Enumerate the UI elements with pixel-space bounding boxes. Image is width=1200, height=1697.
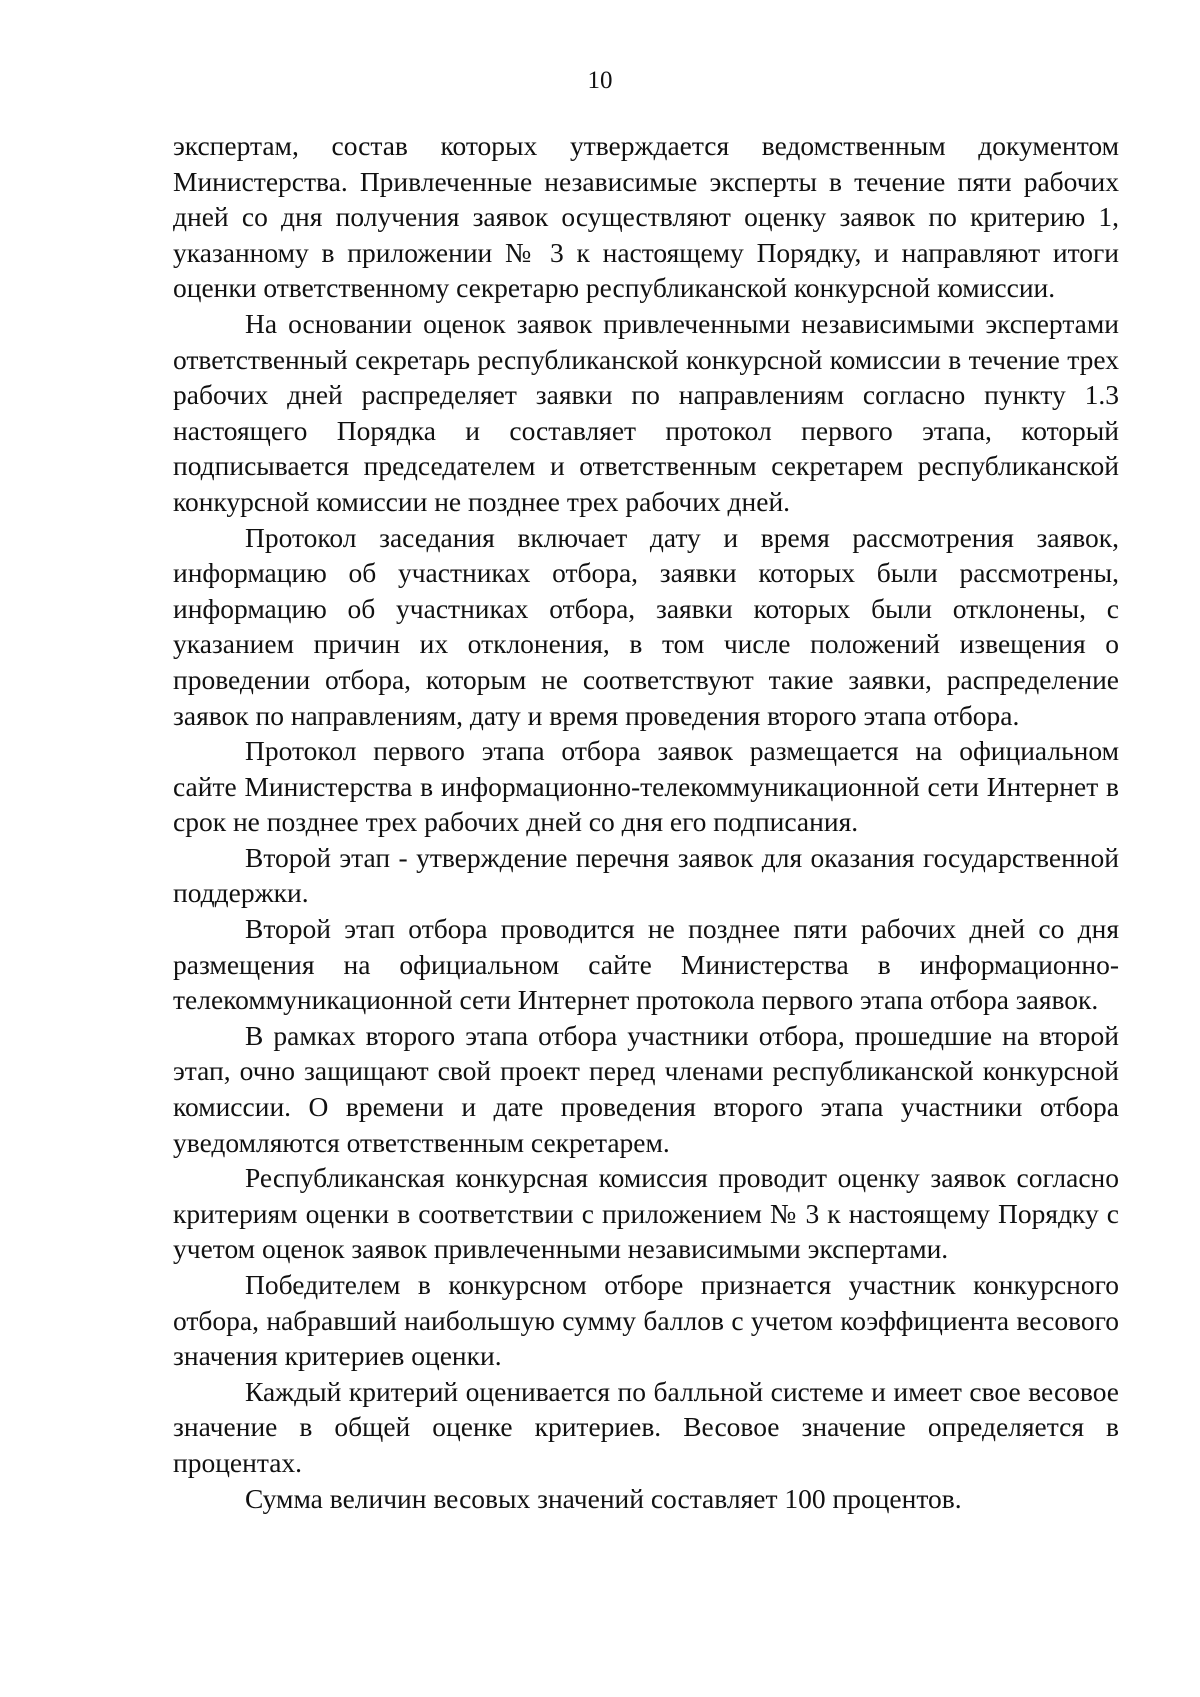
paragraph-weight-sum: Сумма величин весовых значений составляет 100 процентов. — [245, 1482, 962, 1514]
paragraph-expert-assessment: На основании оценок заявок привлеченными независимыми экспертами ответственный секретарь республиканской конкурсной комиссии в течение трех рабочих дней распределяет заявки по направлениям согласно пункту 1.3 настоящего Порядка и составляет протокол первого этапа, который подписывается председателем и ответственным секретарем республиканской конкурсной комиссии не позднее трех рабочих дней. — [173, 307, 1119, 517]
paragraph-second-stage-title: Второй этап - утверждение перечня заявок для оказания государственной поддержки. — [173, 841, 1119, 909]
paragraph-protocol-contents: Протокол заседания включает дату и время рассмотрения заявок, информацию об участниках отбора, заявки которых были рассмотрены, информацию об участниках отбора, заявки которых были отклонены, с указанием причин их отклонения, в том числе положений извещения о проведении отбора, которым не соответствуют такие заявки, распределение заявок по направлениям, дату и время проведения второго этапа отбора. — [173, 521, 1119, 731]
paragraph-project-defense: В рамках второго этапа отбора участники отбора, прошедшие на второй этап, очно защищают свой проект перед членами республиканской конкурсной комиссии. О времени и дате проведения второго этапа участники отбора уведомляются ответственным секретарем. — [173, 1019, 1119, 1158]
paragraph-commission-assessment: Республиканская конкурсная комиссия проводит оценку заявок согласно критериям оценки в соответствии с приложением № 3 к настоящему Порядку с учетом оценок заявок привлеченными независимыми экспертами. — [173, 1162, 1119, 1265]
paragraph-winner-definition: Победителем в конкурсном отборе признается участник конкурсного отбора, набравший наибольшую сумму баллов с учетом коэффициента весового значения критериев оценки. — [173, 1269, 1119, 1372]
paragraph-protocol-publication: Протокол первого этапа отбора заявок размещается на официальном сайте Министерства в информационно-телекоммуникационной сети Интернет в срок не позднее трех рабочих дней со дня его подписания. — [173, 735, 1119, 838]
paragraph-second-stage-timing: Второй этап отбора проводится не позднее пяти рабочих дней со дня размещения на официальном сайте Министерства в информационно-телекоммуникационной сети Интернет протокола первого этапа отбора заявок. — [173, 913, 1119, 1016]
page-number: 10 — [587, 67, 613, 94]
paragraph-criteria-weighting: Каждый критерий оценивается по балльной системе и имеет свое весовое значение в общей оценке критериев. Весовое значение определяется в процентах. — [173, 1375, 1119, 1478]
paragraph-continuation: экспертам, состав которых утверждается ведомственным документом Министерства. Привлеченные независимые эксперты в течение пяти рабочих дней со дня получения заявок осуществляют оценку заявок по критерию 1, указанному в приложении № 3 к настоящему Порядку, и направляют итоги оценки ответственному секретарю республиканской конкурсной комиссии. — [173, 130, 1119, 304]
document-body — [173, 128, 1119, 1516]
